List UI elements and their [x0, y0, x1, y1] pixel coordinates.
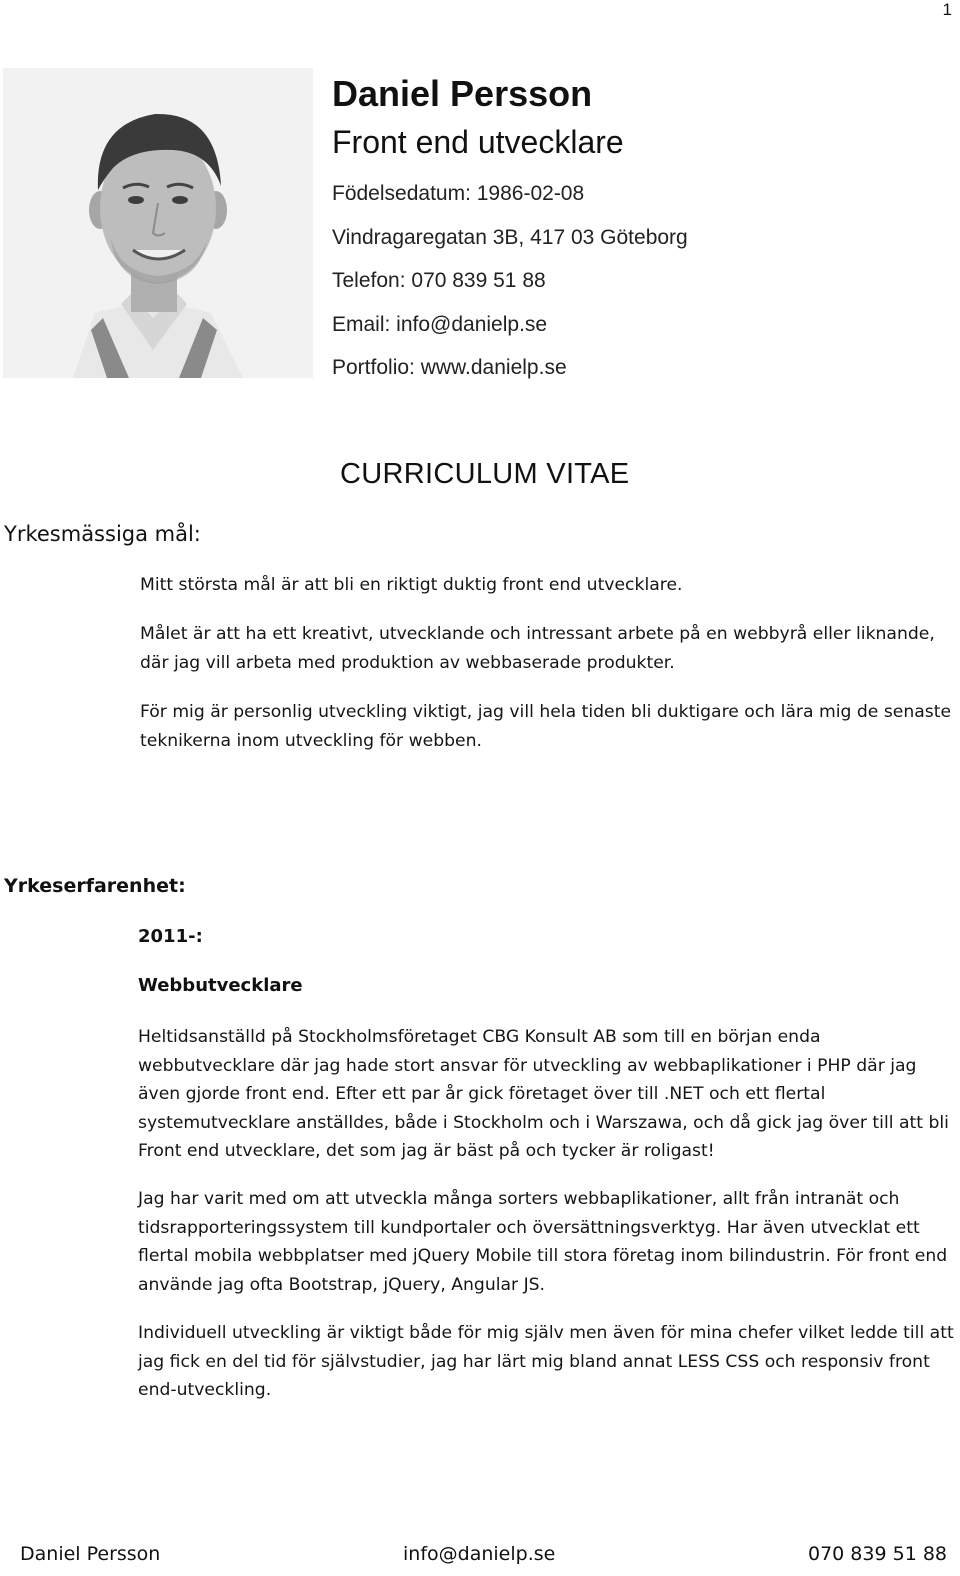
- profile-name: Daniel Persson: [332, 73, 593, 114]
- page-number: 1: [942, 0, 952, 19]
- profile-photo-image: [3, 68, 313, 378]
- address-line: Vindragaregatan 3B, 417 03 Göteborg: [332, 225, 688, 249]
- job-period: 2011-:: [138, 926, 203, 947]
- goals-paragraph: Mitt största mål är att bli en riktigt duktig front end utvecklare.: [140, 575, 683, 595]
- goals-paragraph: Målet är att ha ett kreativt, utvecklande och intressant arbete på en webbyrå eller liknande, där jag vill arbeta med produktion av webbaserade produkter.: [140, 624, 935, 673]
- profile-role: Front end utvecklare: [332, 124, 624, 160]
- footer-phone: 070 839 51 88: [808, 1543, 948, 1565]
- footer-email: info@danielp.se: [403, 1543, 556, 1565]
- experience-paragraph: Individuell utveckling är viktigt både för mig själv men även för mina chefer vilket ledde till att jag fick en del tid för självstudier, jag har lärt mig bland annat LESS CSS och responsiv front end-utveckling.: [138, 1323, 954, 1400]
- experience-paragraph: Jag har varit med om att utveckla många sorters webbaplikationer, allt från intranät och tidsrapporteringssystem till kundportaler och översättningsverktyg. Har även utvecklat ett flertal mobila webbplatser med jQuery Mobile till stora företag inom bilindustrin. För front end använde jag ofta Bootstrap, jQuery, Angular JS.: [138, 1189, 948, 1295]
- phone-line: Telefon: 070 839 51 88: [332, 269, 546, 292]
- birthdate-line: Födelsedatum: 1986-02-08: [332, 182, 585, 205]
- goals-heading: Yrkesmässiga mål:: [4, 522, 201, 546]
- portfolio-line: Portfolio: www.danielp.se: [332, 356, 567, 379]
- email-line: Email: info@danielp.se: [332, 312, 548, 336]
- job-title: Webbutvecklare: [138, 975, 303, 996]
- goals-paragraph: För mig är personlig utveckling viktigt, jag vill hela tiden bli duktigare och lära mig de senaste teknikerna inom utveckling för webben.: [140, 702, 952, 751]
- experience-paragraph: Heltidsanställd på Stockholmsföretaget CBG Konsult AB som till en början enda webbutvecklare där jag hade stort ansvar för utveckling av webbaplikationer i PHP där jag även gjorde front end. Efter ett par år gick företaget över till .NET och ett flertal systemutvecklare anställdes, både i Stockholm och i Warszawa, och då gick jag över till att bli Front end utvecklare, det som jag är bäst på och tycker är roligast!: [138, 1027, 949, 1161]
- profile-header: [332, 72, 932, 390]
- footer-name: Daniel Persson: [20, 1543, 161, 1565]
- document-title: CURRICULUM VITAE: [340, 458, 630, 490]
- profile-photo: [3, 68, 313, 378]
- experience-heading: Yrkeserfarenhet:: [4, 875, 186, 897]
- page-footer: [0, 1543, 960, 1573]
